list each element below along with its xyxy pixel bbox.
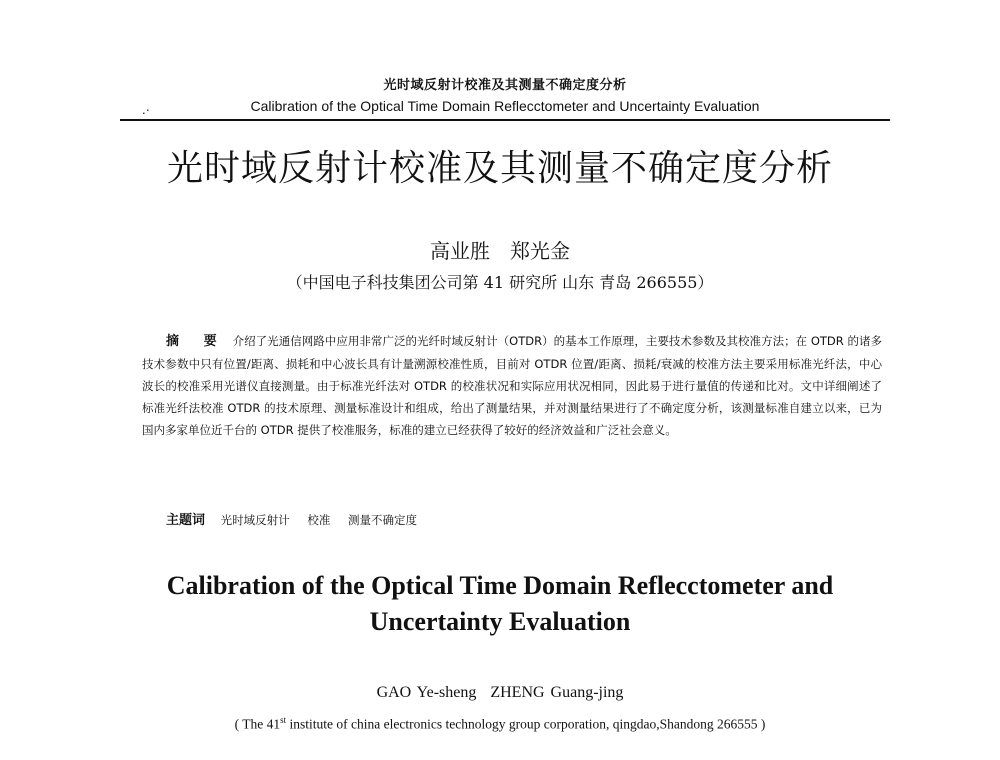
affiliation-en-sup: st [280, 715, 287, 725]
affiliation-en-open: ( The 41 [234, 716, 281, 732]
running-header-en: Calibration of the Optical Time Domain Reflecctometer and Uncertainty Evaluation [250, 98, 760, 114]
header-rule [120, 119, 890, 121]
keyword-item: 校准 [307, 513, 331, 527]
abstract-text: 介绍了光通信网路中应用非常广泛的光纤时域反射计（OTDR）的基本工作原理，主要技术参数及其校准方法；在 OTDR 的诸多技术参数中只有位置/距离、损耗和中心波长具有计量溯源校准性质，目前对 OTDR 位置/距离、损耗/衰减的校准方法主要采用标准光纤法，中心波长的校准采用光谱仪直接测量。由于标准光纤法对 OTDR 的校准状况和实际应用状况相同，因此易于进行量值的传递和比对。文中详细阐述了标准光纤法校准 OTDR 的技术原理、测量标准设计和组成，给出了测量结果，并对测量结果进行了不确定度分析，该测量标准自建立以来，已为国内多家单位近千台的 OTDR 提供了校准服务，标准的建立已经获得了较好的经济效益和广泛社会意义。 [142, 334, 882, 437]
abstract-cn [142, 330, 882, 441]
title-en-line2: Uncertainty Evaluation [369, 607, 631, 636]
author-en-second: ZHENG Guang-jing [490, 684, 624, 701]
authors-cn: 高业胜 郑光金 [430, 239, 570, 263]
abstract-label: 摘 要 [166, 334, 227, 349]
affiliation-en [0, 710, 1000, 735]
keyword-item: 光时域反射计 [220, 513, 290, 527]
keywords-label: 主题词 [166, 513, 206, 528]
title-cn: 光时域反射计校准及其测量不确定度分析 [166, 148, 833, 189]
keyword-item: 测量不确定度 [347, 513, 417, 527]
title-en-line1: Calibration of the Optical Time Domain Reflecctometer and [166, 571, 834, 600]
authors-en [0, 682, 1000, 704]
title-en [0, 568, 1000, 640]
header-mark: .· [142, 102, 150, 117]
affiliation-cn: （中国电子科技集团公司第 41 研究所 山东 青岛 266555） [286, 273, 714, 292]
keywords-cn [166, 510, 866, 531]
author-en-first: GAO Ye-sheng [376, 684, 477, 701]
affiliation-en-rest: institute of china electronics technology group corporation, qingdao,Shandong 266555 ) [286, 716, 766, 732]
running-header [120, 78, 890, 115]
running-header-cn: 光时域反射计校准及其测量不确定度分析 [383, 78, 627, 93]
